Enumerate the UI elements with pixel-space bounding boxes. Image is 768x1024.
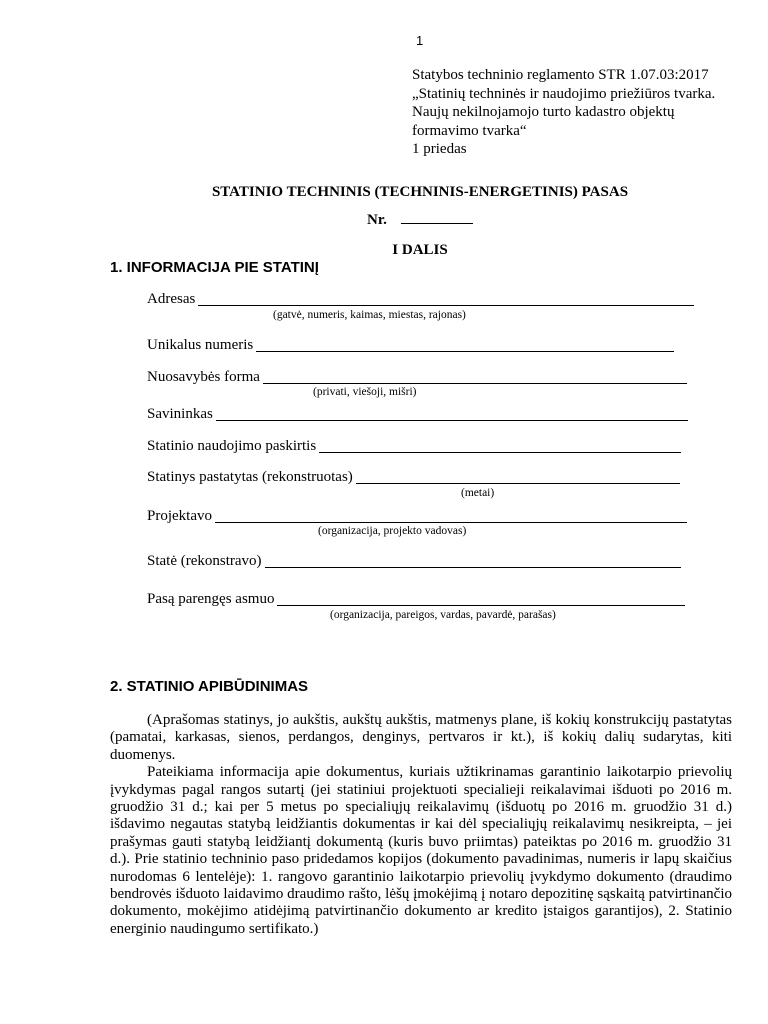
designer-field: [147, 508, 687, 525]
annex-label: 1 priedas: [412, 141, 467, 157]
description-paragraph: Pateikiama informacija apie dokumentus, kuriais užtikrinamas garantinio laikotarpio prievolių įvykdymas pagal rangos sutartį (jei statiniui projektuoti specialieji reikalavimai išduoti po 2016 m. gruodžio 31 d.; kai per 5 metus po specialiųjų reikalavimų (išduotų po 2016 m. gruodžio 31 d.) išdavimo negautas statybą leidžiantis dokumentas ir kai dėl specialiųjų reikalavimų nesikreipta, – jei prašymas gauti statybą leidžiantį dokumentą (kuris buvo priimtas) pateiktas po 2016 m. gruodžio 31 d.). Prie statinio techninio paso pridedamos kopijos (dokumento pavadinimas, numeris ir lapų skaičius nurodomas 6 lentelėje): 1. rangovo garantinio laikotarpio prievolių įvykdymo dokumento (draudimo bendrovės išduoto laidavimo draudimo rašto, lėšų įmokėjimą į notaro depozitinę sąskaitą patvirtinančio dokumento, mokėjimo atidėjimą patvirtinančio dokumento ar kredito įstaigos garantijos), 2. Statinio energinio naudingumo sertifikato.): [110, 764, 732, 937]
prepared-by-field: [147, 591, 685, 608]
regulation-line: formavimo tvarka“: [412, 122, 527, 139]
unique-number-blank[interactable]: [256, 337, 674, 352]
regulation-line: Statybos techninio reglamento STR 1.07.03:2017: [412, 67, 709, 83]
usage-purpose-blank[interactable]: [319, 438, 681, 453]
usage-purpose-label: Statinio naudojimo paskirtis: [147, 438, 317, 454]
address-field: [147, 291, 694, 308]
constructor-field: [147, 553, 681, 570]
designer-blank[interactable]: [215, 508, 687, 523]
ownership-form-hint: (privati, viešoji, mišri): [313, 386, 417, 398]
section-2-heading: 2. STATINIO APIBŪDINIMAS: [110, 678, 309, 695]
built-year-hint: (metai): [461, 487, 495, 499]
constructor-label: Statė (rekonstravo): [147, 553, 262, 569]
prepared-by-blank[interactable]: [277, 591, 685, 606]
address-blank[interactable]: [198, 291, 694, 306]
owner-label: Savininkas: [147, 406, 213, 422]
address-label: Adresas: [147, 291, 196, 307]
address-hint: (gatvė, numeris, kaimas, miestas, rajonas): [273, 309, 466, 321]
unique-number-label: Unikalus numeris: [147, 337, 254, 353]
ownership-form-label: Nuosavybės forma: [147, 369, 260, 385]
usage-purpose-field: [147, 438, 681, 455]
document-title: STATINIO TECHNINIS (TECHNINIS-ENERGETINIS) PASAS: [211, 184, 629, 200]
designer-hint: (organizacija, projekto vadovas): [318, 525, 467, 537]
regulation-line: Naujų nekilnojamojo turto kadastro objektų: [412, 104, 675, 120]
regulation-line: „Statinių techninės ir naudojimo priežiūros tvarka.: [412, 85, 716, 102]
built-year-blank[interactable]: [356, 469, 680, 484]
regulation-reference: [412, 66, 752, 159]
page-number: 1: [416, 33, 424, 48]
ownership-form-field: [147, 369, 687, 386]
document-number-blank[interactable]: [401, 209, 473, 224]
description-paragraph: (Aprašomas statinys, jo aukštis, aukštų aukštis, matmenys plane, iš kokių konstrukcijų pastatytas (pamatai, karkasas, sienos, perdangos, denginys, pertvaros ir kt.), iš kokių dalių sudarytas, kiti duomenys.: [110, 712, 732, 763]
owner-blank[interactable]: [216, 406, 688, 421]
built-year-label: Statinys pastatytas (rekonstruotas): [147, 469, 353, 485]
part-title: I DALIS: [392, 242, 448, 258]
prepared-by-hint: (organizacija, pareigos, vardas, pavardė, parašas): [330, 609, 556, 621]
designer-label: Projektavo: [147, 508, 212, 524]
section-1-heading: 1. INFORMACIJA PIE STATINĮ: [110, 259, 319, 276]
unique-number-field: [147, 337, 674, 354]
prepared-by-label: Pasą parengęs asmuo: [147, 591, 275, 607]
document-number: [367, 209, 473, 229]
owner-field: [147, 406, 688, 423]
document-number-label: Nr.: [367, 212, 387, 228]
constructor-blank[interactable]: [265, 553, 681, 568]
section-2-description: [110, 712, 732, 938]
built-year-field: [147, 469, 680, 486]
ownership-form-blank[interactable]: [263, 369, 687, 384]
